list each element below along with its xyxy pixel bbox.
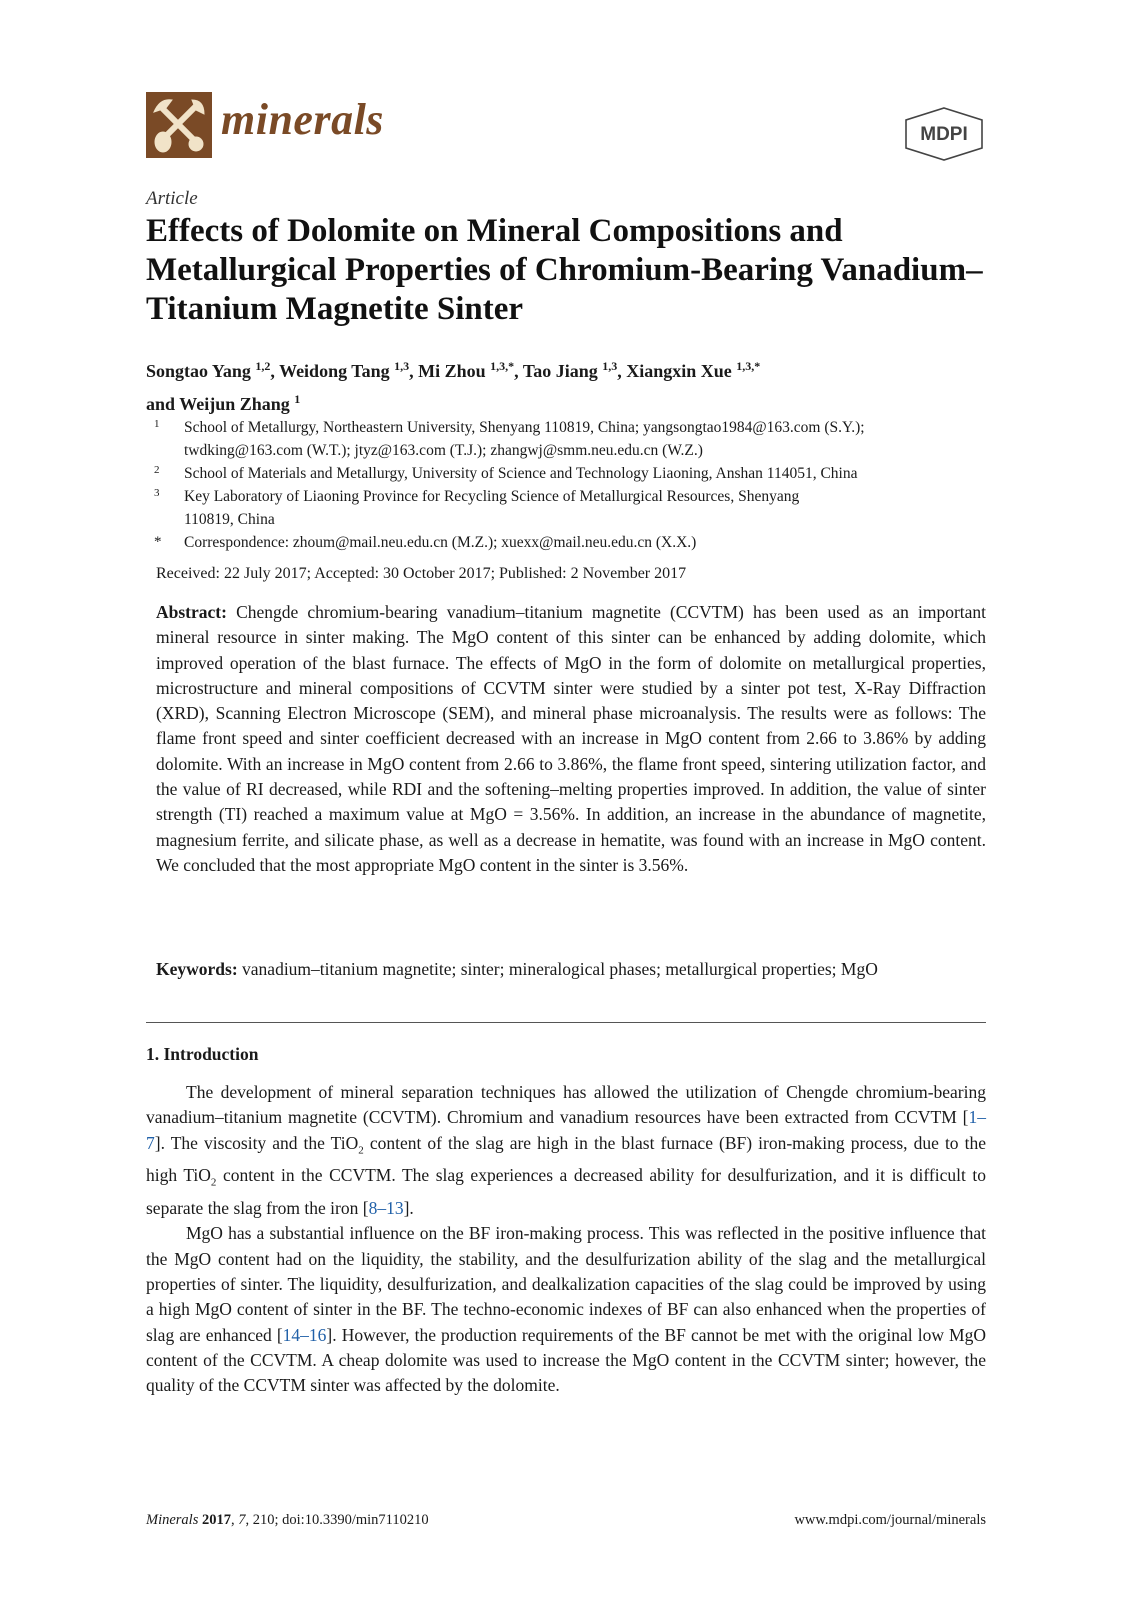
author: Tao Jiang $^{1,3}$,: [522, 359, 627, 381]
affiliation-item: [146, 416, 986, 462]
paper-title: Effects of Dolomite on Mineral Compositions and Metallurgical Properties of Chromium-Bearing Vanadium–Titanium Magnetite Sinter: [146, 213, 983, 327]
author: Xiangxin Xue $^{1,3,*}$: [626, 359, 761, 381]
paragraph: MgO has a substantial influence on the BF iron-making process. This was reflected in the positive influence that the MgO content had on the liquidity, the stability, and the desulfurization ability of the slag and the metallurgical properties of sinter. The liquidity, desulfurization, and dealkalization capacities of the slag could be improved by using a high MgO content of sinter in the BF. The techno-economic indexes of BF can also enhanced when the properties of slag are enhanced [14–16]. However, the production requirements of the BF cannot be met with the original low MgO content of the CCVTM. A cheap dolomite was used to increase the MgO content in the CCVTM sinter; however, the quality of the CCVTM sinter was affected by the dolomite.: [146, 1223, 986, 1396]
publisher-name: MDPI: [920, 124, 968, 145]
keywords-text: vanadium–titanium magnetite; sinter; mineralogical phases; metallurgical properties; MgO: [242, 959, 878, 979]
crossed-tools-icon: [146, 92, 212, 158]
paragraph: The development of mineral separation techniques has allowed the utilization of Chengde chromium-bearing vanadium–titanium magnetite (CCVTM). Chromium and vanadium resources have been extracted from CCVTM [1–7]. The viscosity and the TiO$_2$ content of the slag are high in the blast furnace (BF) iron-making process, due to the high TiO$_2$ content in the CCVTM. The slag experiences a decreased ability for desulfurization, and it is difficult to separate the slag from the iron [8–13].: [146, 1082, 986, 1219]
author: Mi Zhou $^{1,3,*}$,: [418, 359, 523, 381]
article-type: Article: [146, 188, 198, 209]
affiliation-text: School of Metallurgy, Northeastern University, Shenyang 110819, China; yangsongtao1984@163.com (S.Y.); twdking@163.com (W.T.); jtyz@163.com (T.J.); zhangwj@smm.neu.edu.cn (W.Z.): [184, 419, 865, 459]
journal-name: minerals: [221, 95, 384, 144]
section-divider: [146, 1022, 986, 1023]
abstract-label: Abstract:: [156, 602, 227, 622]
affiliation-item: [146, 462, 986, 485]
affiliation-mark: 1: [154, 418, 160, 430]
mdpi-logo: [902, 106, 986, 162]
affiliations: [146, 416, 986, 554]
journal-header: [146, 92, 986, 162]
affiliation-mark: 3: [154, 487, 160, 499]
hexagon-logo-icon: [902, 106, 986, 162]
author: Songtao Yang $^{1,2}$,: [146, 359, 280, 381]
section-heading: 1. Introduction: [146, 1044, 259, 1064]
affiliation-item: [146, 531, 986, 554]
publication-dates: Received: 22 July 2017; Accepted: 30 October 2017; Published: 2 November 2017: [156, 565, 687, 582]
affiliation-text: Correspondence: zhoum@mail.neu.edu.cn (M.Z.); xuexx@mail.neu.edu.cn (X.X.): [184, 534, 697, 551]
footer-citation: Minerals 2017, 7, 210; doi:10.3390/min7110210: [146, 1512, 429, 1528]
author: Weidong Tang $^{1,3}$,: [279, 359, 419, 381]
citation-link[interactable]: 14–16: [282, 1324, 327, 1345]
affiliation-text: Key Laboratory of Liaoning Province for Recycling Science of Metallurgical Resources, Shenyang 110819, China: [184, 488, 800, 528]
footer-url[interactable]: www.mdpi.com/journal/minerals: [794, 1512, 986, 1528]
affiliation-text: School of Materials and Metallurgy, University of Science and Technology Liaoning, Anshan 114051, China: [184, 465, 858, 482]
abstract: [156, 600, 986, 878]
affiliation-item: [146, 485, 986, 531]
body-text: [146, 1080, 986, 1399]
keywords: [156, 957, 986, 982]
journal-logo: [146, 92, 212, 158]
citation-link[interactable]: 1–7: [146, 1107, 986, 1153]
abstract-text: Chengde chromium-bearing vanadium–titanium magnetite (CCVTM) has been used as an important mineral resource in sinter making. The MgO content of this sinter can be enhanced by adding dolomite, which improved operation of the blast furnace. The effects of MgO in the form of dolomite on metallurgical properties, microstructure and mineral compositions of CCVTM sinter were studied by a sinter pot test, X-Ray Diffraction (XRD), Scanning Electron Microscope (SEM), and mineral phase microanalysis. The results were as follows: The flame front speed and sinter coefficient decreased with an increase in MgO content from 2.66 to 3.86% by adding dolomite. With an increase in MgO content from 2.66 to 3.86%, the flame front speed, sintering utilization factor, and the value of RI decreased, while RDI and the softening–melting properties improved. In addition, the value of sinter strength (TI) reached a maximum value at MgO = 3.56%. In addition, an increase in the abundance of magnetite, magnesium ferrite, and silicate phase, as well as a decrease in hematite, was found with an increase in MgO content. We concluded that the most appropriate MgO content in the sinter is 3.56%.: [156, 602, 987, 875]
author-list: [146, 352, 986, 418]
affiliation-mark: 2: [154, 464, 160, 476]
affiliation-mark: *: [154, 534, 162, 550]
citation-link[interactable]: 8–13: [368, 1198, 404, 1219]
author: and Weijun Zhang $^1$: [146, 392, 301, 414]
keywords-label: Keywords:: [156, 959, 238, 979]
